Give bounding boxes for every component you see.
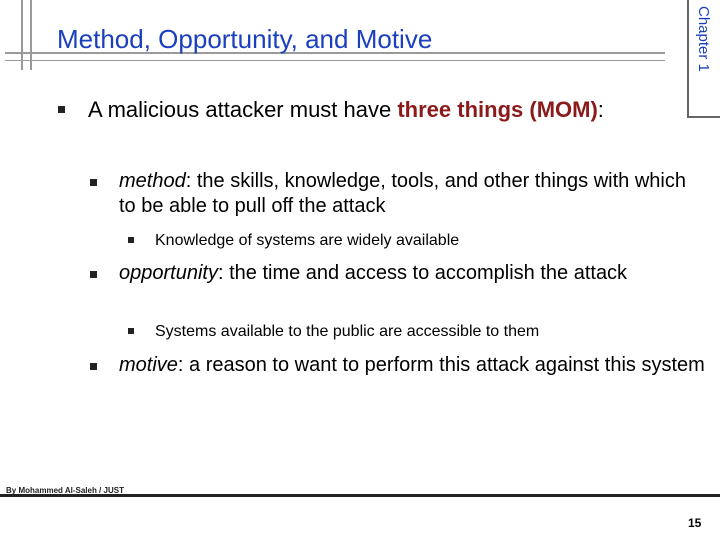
page-number: 15 (688, 516, 702, 530)
bullet-marker (58, 106, 65, 113)
bullet-marker (90, 363, 97, 370)
sub-item: Systems available to the public are accessible to them (155, 323, 540, 340)
intro-text (88, 96, 678, 124)
bullet-marker (90, 179, 97, 186)
list-item-motive (119, 353, 709, 378)
list-item-method (119, 169, 694, 219)
frame-horizontal-line (5, 60, 665, 61)
bullet-marker (128, 237, 134, 243)
bullet-marker (90, 271, 97, 278)
sub-item: Knowledge of systems are widely available (155, 232, 460, 249)
intro-prefix: A malicious attacker must have (88, 97, 398, 122)
item-term: opportunity (119, 262, 218, 284)
item-description: : the skills, knowledge, tools, and other things with which to be able to pull off the attack (119, 170, 686, 217)
intro-suffix: : (597, 97, 604, 122)
item-description: : a reason to want to perform this attack against this system (177, 354, 705, 376)
item-term: motive (119, 354, 178, 376)
intro-emphasis: three things (MOM) (397, 97, 598, 122)
chapter-label: Chapter 1 (695, 6, 712, 72)
bullet-marker (128, 328, 134, 334)
slide-title: Method, Opportunity, and Motive (57, 24, 433, 54)
footer-author: By Mohammed Al-Saleh / JUST (6, 486, 124, 495)
list-item-opportunity (119, 261, 679, 286)
item-term: method (119, 170, 186, 192)
item-description: : the time and access to accomplish the attack (217, 262, 628, 284)
